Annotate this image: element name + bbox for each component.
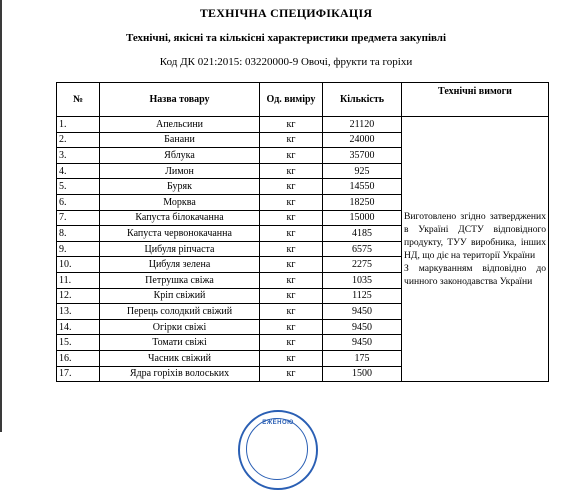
- unit-of-measure: кг: [260, 241, 323, 257]
- unit-of-measure: кг: [260, 132, 323, 148]
- product-name: Капуста білокачанна: [100, 210, 260, 226]
- row-number: 9.: [57, 241, 100, 257]
- quantity: 18250: [323, 194, 402, 210]
- quantity: 15000: [323, 210, 402, 226]
- table-row: [57, 117, 549, 133]
- document-title: ТЕХНІЧНА СПЕЦИФІКАЦІЯ: [199, 6, 373, 20]
- quantity: 21120: [323, 117, 402, 133]
- requirements-paragraph-2: З маркуванням відповідно до чинного законодавства України: [404, 263, 546, 288]
- row-number: 2.: [57, 132, 100, 148]
- quantity: 1125: [323, 288, 402, 304]
- unit-of-measure: кг: [260, 288, 323, 304]
- stamp-seal: [238, 410, 318, 490]
- unit-of-measure: кг: [260, 117, 323, 133]
- unit-of-measure: кг: [260, 194, 323, 210]
- specification-table: [56, 82, 549, 382]
- product-name: Перець солодкий свіжий: [100, 304, 260, 320]
- unit-of-measure: кг: [260, 272, 323, 288]
- row-number: 3.: [57, 148, 100, 164]
- requirements-paragraph-1: Виготовлено згідно затверджених в Україні ДСТУ відповідного продукту, ТУУ виробника, інших НД, що діє на території України: [404, 211, 546, 262]
- row-number: 16.: [57, 350, 100, 366]
- product-name: Петрушка свіжа: [100, 272, 260, 288]
- quantity: 925: [323, 163, 402, 179]
- unit-of-measure: кг: [260, 179, 323, 195]
- row-number: 15.: [57, 335, 100, 351]
- unit-of-measure: кг: [260, 304, 323, 320]
- stamp-inner-ring: [246, 418, 308, 480]
- quantity: 6575: [323, 241, 402, 257]
- quantity: 24000: [323, 132, 402, 148]
- header-num: №: [57, 83, 100, 117]
- quantity: 9450: [323, 304, 402, 320]
- row-number: 5.: [57, 179, 100, 195]
- row-number: 13.: [57, 304, 100, 320]
- unit-of-measure: кг: [260, 319, 323, 335]
- quantity: 4185: [323, 226, 402, 242]
- document-code: Код ДК 021:2015: 03220000-9 Овочі, фрукти та горіхи: [159, 56, 413, 68]
- header-requirements: Технічні вимоги: [402, 83, 549, 117]
- table-header-row: [57, 83, 549, 117]
- row-number: 8.: [57, 226, 100, 242]
- product-name: Яблука: [100, 148, 260, 164]
- product-name: Огірки свіжі: [100, 319, 260, 335]
- product-name: Кріп свіжий: [100, 288, 260, 304]
- quantity: 175: [323, 350, 402, 366]
- row-number: 11.: [57, 272, 100, 288]
- header-name: Назва товару: [100, 83, 260, 117]
- product-name: Цибуля зелена: [100, 257, 260, 273]
- product-name: Часник свіжий: [100, 350, 260, 366]
- table-body: [57, 117, 549, 382]
- row-number: 10.: [57, 257, 100, 273]
- row-number: 12.: [57, 288, 100, 304]
- header-qty: Кількість: [323, 83, 402, 117]
- unit-of-measure: кг: [260, 366, 323, 382]
- product-name: Ядра горіхів волоських: [100, 366, 260, 382]
- unit-of-measure: кг: [260, 210, 323, 226]
- product-name: Апельсини: [100, 117, 260, 133]
- product-name: Буряк: [100, 179, 260, 195]
- quantity: 35700: [323, 148, 402, 164]
- unit-of-measure: кг: [260, 163, 323, 179]
- quantity: 14550: [323, 179, 402, 195]
- row-number: 6.: [57, 194, 100, 210]
- unit-of-measure: кг: [260, 257, 323, 273]
- row-number: 4.: [57, 163, 100, 179]
- unit-of-measure: кг: [260, 350, 323, 366]
- quantity: 9450: [323, 335, 402, 351]
- unit-of-measure: кг: [260, 335, 323, 351]
- product-name: Морква: [100, 194, 260, 210]
- stamp-text: ЕЖЕНОЮ: [262, 420, 294, 426]
- product-name: Лимон: [100, 163, 260, 179]
- unit-of-measure: кг: [260, 226, 323, 242]
- quantity: 2275: [323, 257, 402, 273]
- product-name: Капуста червонокачанна: [100, 226, 260, 242]
- technical-requirements: [402, 117, 549, 382]
- product-name: Цибуля ріпчаста: [100, 241, 260, 257]
- row-number: 7.: [57, 210, 100, 226]
- row-number: 14.: [57, 319, 100, 335]
- product-name: Банани: [100, 132, 260, 148]
- quantity: 1500: [323, 366, 402, 382]
- quantity: 1035: [323, 272, 402, 288]
- product-name: Томати свіжі: [100, 335, 260, 351]
- unit-of-measure: кг: [260, 148, 323, 164]
- header-unit: Од. виміру: [260, 83, 323, 117]
- row-number: 1.: [57, 117, 100, 133]
- document-subtitle: Технічні, якісні та кількісні характеристики предмета закупівлі: [125, 32, 447, 44]
- row-number: 17.: [57, 366, 100, 382]
- quantity: 9450: [323, 319, 402, 335]
